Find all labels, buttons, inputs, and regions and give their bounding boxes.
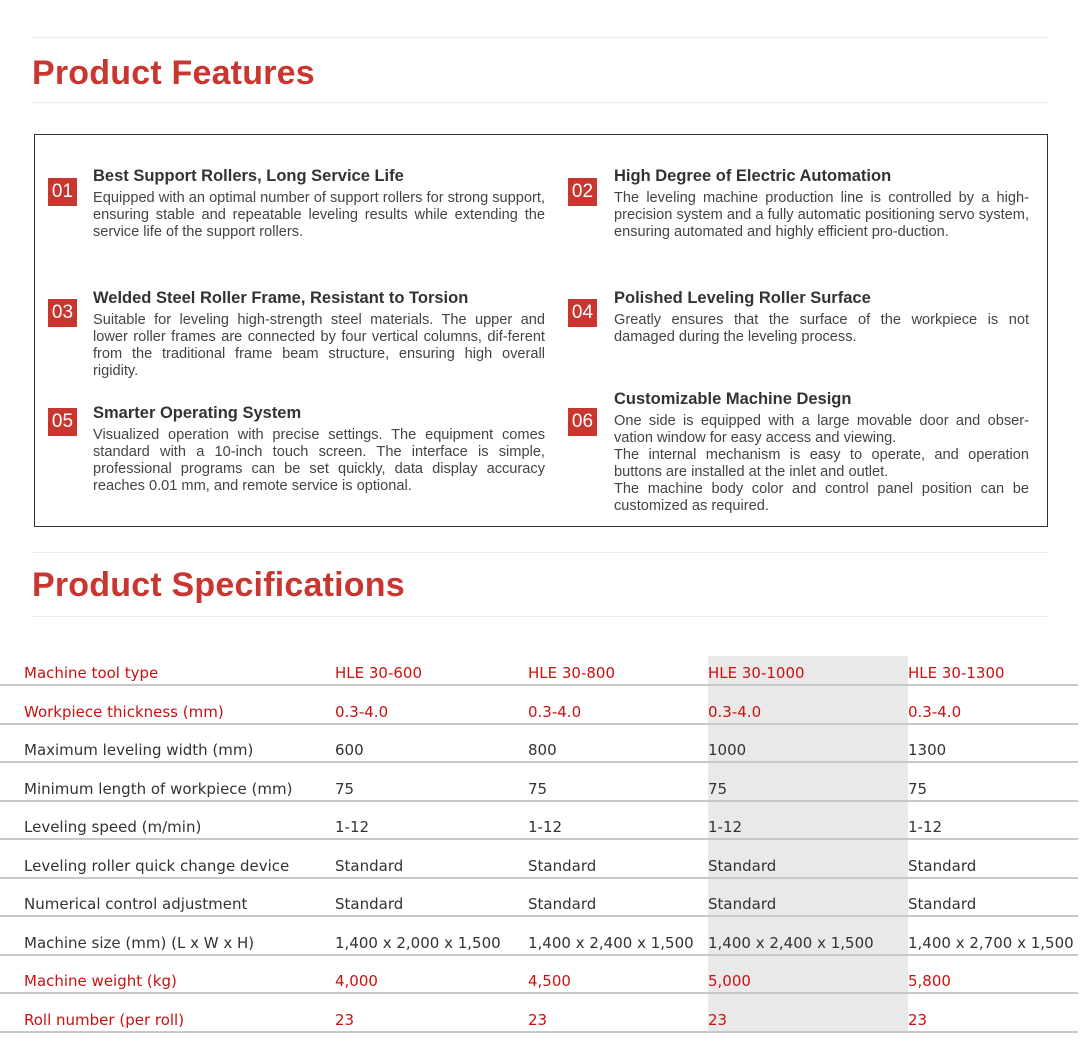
specs-section-title: Product Specifications bbox=[32, 566, 405, 604]
spec-label: Maximum leveling width (mm) bbox=[0, 724, 335, 763]
feature-number-badge: 04 bbox=[568, 299, 597, 327]
feature-title: Smarter Operating System bbox=[93, 404, 302, 422]
spec-value: HLE 30-800 bbox=[528, 656, 708, 685]
feature-number-badge: 02 bbox=[568, 178, 597, 206]
spec-value: 23 bbox=[335, 993, 528, 1032]
feature-number-badge: 01 bbox=[48, 178, 77, 206]
spec-row bbox=[0, 656, 1078, 685]
spec-label: Minimum length of workpiece (mm) bbox=[0, 762, 335, 801]
spec-value: 1,400 x 2,000 x 1,500 bbox=[335, 916, 528, 955]
spec-value: 0.3-4.0 bbox=[708, 685, 908, 724]
spec-row bbox=[0, 762, 1078, 801]
spec-value: 5,800 bbox=[908, 955, 1078, 994]
spec-value: HLE 30-1300 bbox=[908, 656, 1078, 685]
feature-description: Greatly ensures that the surface of the workpiece is not damaged during the leveling process. bbox=[614, 312, 1029, 345]
feature-description: Suitable for leveling high-strength steel materials. The upper and lower roller frames are connected by four vertical columns, dif-ferent from the traditional frame beam structure, ensuring high overall rigidity. bbox=[93, 312, 545, 379]
spec-value: 75 bbox=[335, 762, 528, 801]
specifications-table bbox=[0, 656, 1078, 1033]
spec-value: 23 bbox=[708, 993, 908, 1032]
top-divider bbox=[32, 37, 1048, 38]
spec-value: Standard bbox=[528, 839, 708, 878]
spec-label: Machine weight (kg) bbox=[0, 955, 335, 994]
spec-value: HLE 30-1000 bbox=[708, 656, 908, 685]
spec-value: 4,500 bbox=[528, 955, 708, 994]
feature-title: High Degree of Electric Automation bbox=[614, 167, 892, 185]
spec-label: Machine size (mm) (L x W x H) bbox=[0, 916, 335, 955]
spec-value: 1000 bbox=[708, 724, 908, 763]
spec-row bbox=[0, 839, 1078, 878]
spec-value: 600 bbox=[335, 724, 528, 763]
specs-title-divider bbox=[32, 616, 1048, 617]
spec-value: Standard bbox=[335, 839, 528, 878]
spec-value: 0.3-4.0 bbox=[908, 685, 1078, 724]
spec-value: 75 bbox=[528, 762, 708, 801]
features-section-title: Product Features bbox=[32, 54, 315, 92]
spec-value: 1,400 x 2,700 x 1,500 bbox=[908, 916, 1078, 955]
spec-value: Standard bbox=[908, 839, 1078, 878]
feature-number-badge: 06 bbox=[568, 408, 597, 436]
spec-value: Standard bbox=[335, 878, 528, 917]
features-title-divider bbox=[32, 102, 1048, 103]
spec-row bbox=[0, 685, 1078, 724]
spec-value: 75 bbox=[908, 762, 1078, 801]
spec-value: Standard bbox=[908, 878, 1078, 917]
spec-row bbox=[0, 878, 1078, 917]
spec-value: 4,000 bbox=[335, 955, 528, 994]
feature-title: Welded Steel Roller Frame, Resistant to Torsion bbox=[93, 289, 469, 307]
feature-title: Polished Leveling Roller Surface bbox=[614, 289, 871, 307]
spec-value: 1,400 x 2,400 x 1,500 bbox=[528, 916, 708, 955]
spec-label: Roll number (per roll) bbox=[0, 993, 335, 1032]
spec-value: Standard bbox=[708, 839, 908, 878]
feature-number-badge: 03 bbox=[48, 299, 77, 327]
feature-description: One side is equipped with a large movable door and obser-vation window for easy access and viewing. The internal mechanism is easy to operate, and operation buttons are installed at the inlet and outlet. The machine body color and control panel position can be customized as required. bbox=[614, 413, 1029, 514]
specs-top-divider bbox=[32, 552, 1048, 553]
spec-row bbox=[0, 801, 1078, 840]
spec-value: 1300 bbox=[908, 724, 1078, 763]
spec-row bbox=[0, 955, 1078, 994]
spec-label: Machine tool type bbox=[0, 656, 335, 685]
spec-row bbox=[0, 916, 1078, 955]
feature-description: Visualized operation with precise settings. The equipment comes standard with a 10-inch touch screen. The interface is simple, professional programs can be set quickly, data display accuracy reaches 0.01 mm, and remote service is optional. bbox=[93, 427, 545, 494]
spec-value: 800 bbox=[528, 724, 708, 763]
spec-value: 0.3-4.0 bbox=[335, 685, 528, 724]
spec-value: 75 bbox=[708, 762, 908, 801]
spec-value: Standard bbox=[708, 878, 908, 917]
spec-value: 1,400 x 2,400 x 1,500 bbox=[708, 916, 908, 955]
spec-value: 1-12 bbox=[335, 801, 528, 840]
spec-row bbox=[0, 993, 1078, 1032]
spec-value: 23 bbox=[528, 993, 708, 1032]
features-box bbox=[34, 134, 1048, 527]
spec-label: Leveling speed (m/min) bbox=[0, 801, 335, 840]
spec-value: 1-12 bbox=[908, 801, 1078, 840]
specifications-table-body bbox=[0, 656, 1078, 1032]
spec-value: Standard bbox=[528, 878, 708, 917]
spec-value: 0.3-4.0 bbox=[528, 685, 708, 724]
spec-label: Workpiece thickness (mm) bbox=[0, 685, 335, 724]
feature-description: The leveling machine production line is controlled by a high-precision system and a fully automatic positioning servo system, ensuring automated and highly efficient pro-duction. bbox=[614, 190, 1029, 240]
feature-title: Best Support Rollers, Long Service Life bbox=[93, 167, 404, 185]
spec-value: HLE 30-600 bbox=[335, 656, 528, 685]
feature-title: Customizable Machine Design bbox=[614, 390, 852, 408]
spec-value: 5,000 bbox=[708, 955, 908, 994]
spec-value: 1-12 bbox=[528, 801, 708, 840]
feature-number-badge: 05 bbox=[48, 408, 77, 436]
spec-row bbox=[0, 724, 1078, 763]
spec-label: Leveling roller quick change device bbox=[0, 839, 335, 878]
spec-value: 1-12 bbox=[708, 801, 908, 840]
spec-value: 23 bbox=[908, 993, 1078, 1032]
feature-description: Equipped with an optimal number of support rollers for strong support, ensuring stable and repeatable leveling results while extending the service life of the support rollers. bbox=[93, 190, 545, 240]
spec-label: Numerical control adjustment bbox=[0, 878, 335, 917]
